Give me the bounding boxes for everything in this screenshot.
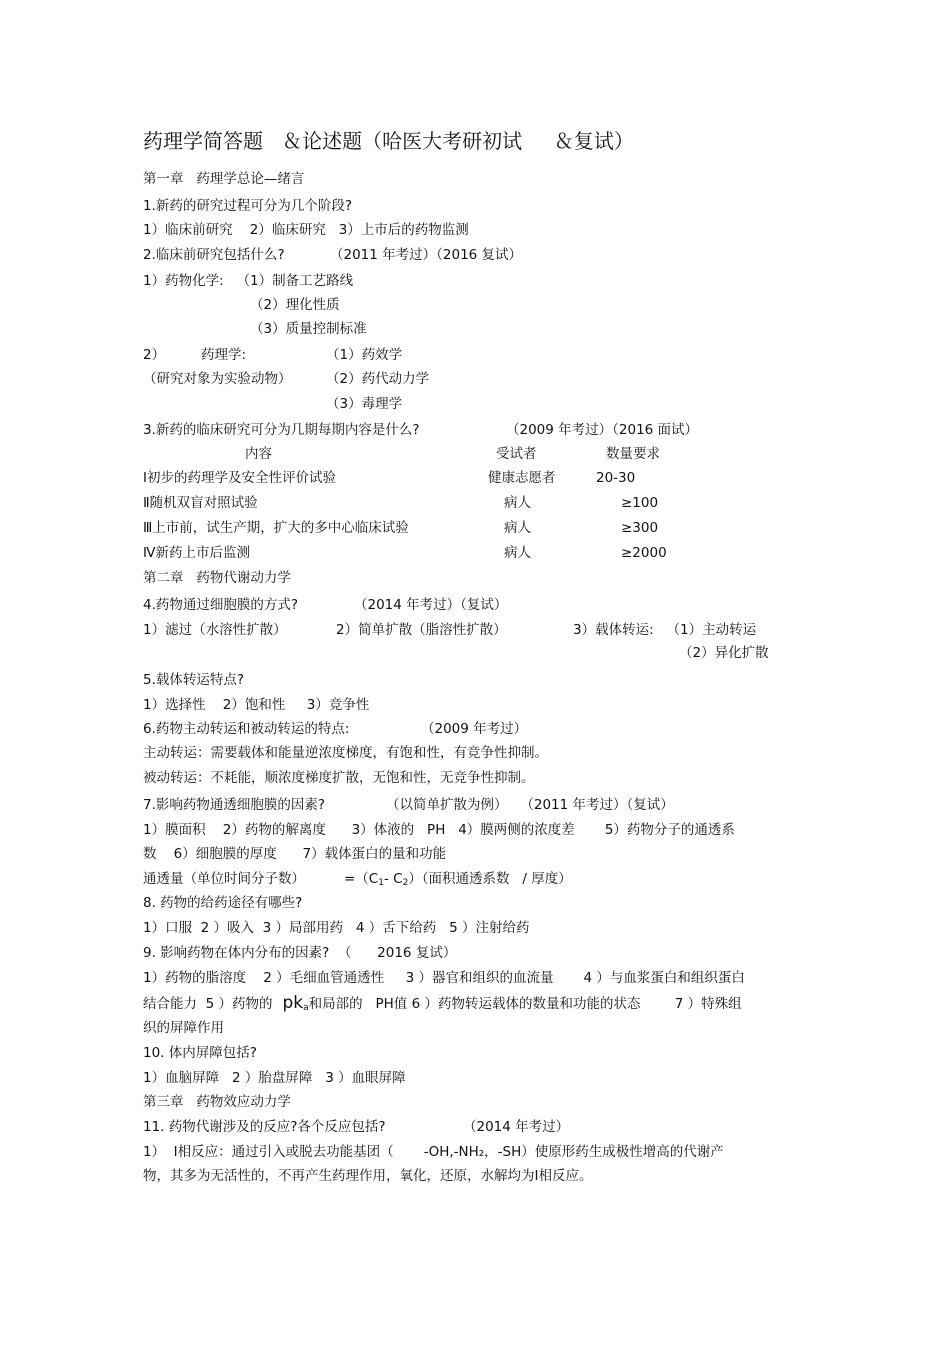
answer-11-line-1: 1） Ⅰ相反应：通过引入或脱去功能基团（ -OH,-NH₂，-SH）使原形药生成极性增高的代谢产 <box>143 1144 724 1160</box>
pka-symbol: pk <box>282 993 304 1013</box>
answer-5: 1）选择性 2）饱和性 3）竞争性 <box>143 697 370 713</box>
question-3-tag: （2009 年考过）（2016 面试） <box>506 422 699 438</box>
answer-2-line-6: （3）毒理学 <box>326 396 403 412</box>
answer-2-line-4b: 药理学: <box>201 347 247 363</box>
answer-2-line-4a: 2） <box>143 347 166 363</box>
table-row-3-quantity: ≥300 <box>621 520 659 536</box>
question-2-tag: （2011 年考过）（2016 复试） <box>330 247 523 263</box>
table-row-3-content: Ⅲ上市前，试生产期，扩大的多中心临床试验 <box>143 520 409 536</box>
answer-9-line-2a: 结合能力 5 ）药物的 <box>143 996 273 1012</box>
question-7-tag: （以简单扩散为例） （2011 年考过）（复试） <box>386 797 674 813</box>
chapter-2-heading: 第二章 药物代谢动力学 <box>143 570 291 586</box>
question-6: 6.药物主动转运和被动转运的特点: <box>143 721 350 737</box>
table-row-4-subjects: 病人 <box>504 545 531 561</box>
question-6-tag: （2009 年考过） <box>421 721 528 737</box>
question-3: 3.新药的临床研究可分为几期每期内容是什么? <box>143 422 420 438</box>
chapter-3-heading: 第三章 药物效应动力学 <box>143 1094 291 1110</box>
table-row-2-subjects: 病人 <box>504 495 531 511</box>
table-row-4-content: Ⅳ新药上市后监测 <box>143 545 250 561</box>
answer-9-line-3: 织的屏障作用 <box>143 1020 224 1036</box>
question-7: 7.影响药物通透细胞膜的因素? <box>143 797 326 813</box>
chapter-1-heading: 第一章 药理学总论—绪言 <box>143 171 305 187</box>
question-2: 2.临床前研究包括什么? <box>143 247 285 263</box>
answer-9-line-2c: 和局部的 PH值 6 ）药物转运载体的数量和功能的状态 7 ）特殊组 <box>308 996 742 1012</box>
formula-subscript-1: 1 <box>378 878 384 888</box>
pka-subscript: a <box>303 1003 309 1013</box>
formula-part-c: ）（面积通透系数 / 厚度） <box>408 871 572 887</box>
question-10: 10. 体内屏障包括? <box>143 1045 257 1061</box>
question-11: 11. 药物代谢涉及的反应?各个反应包括? <box>143 1119 386 1135</box>
table-row-1-subjects: 健康志愿者 <box>488 470 556 486</box>
table-row-2-content: Ⅱ随机双盲对照试验 <box>143 495 258 511</box>
question-1: 1.新药的研究过程可分为几个阶段? <box>143 198 353 214</box>
table-row-1-quantity: 20-30 <box>596 470 636 486</box>
answer-1: 1）临床前研究 2）临床研究 3）上市后的药物监测 <box>143 222 469 238</box>
question-11-tag: （2014 年考过） <box>463 1119 570 1135</box>
answer-4-part-4: （2）异化扩散 <box>679 645 769 661</box>
table-header-content: 内容 <box>245 446 272 462</box>
answer-4-part-3: 3）载体转运: （1）主动转运 <box>573 622 757 638</box>
answer-11-line-2: 物，其多为无活性的，不再产生药理作用，氧化，还原，水解均为Ⅰ相反应。 <box>143 1168 593 1184</box>
answer-2-line-4c: （1）药效学 <box>326 347 403 363</box>
question-5: 5.载体转运特点? <box>143 672 245 688</box>
answer-4-part-1: 1）滤过（水溶性扩散） <box>143 622 287 638</box>
answer-4-part-2: 2）简单扩散（脂溶性扩散） <box>336 622 507 638</box>
formula-part-b: - C <box>383 871 403 887</box>
answer-2-line-1: 1）药物化学: （1）制备工艺路线 <box>143 273 354 289</box>
table-row-1-content: Ⅰ初步的药理学及安全性评价试验 <box>143 470 336 486</box>
table-row-3-subjects: 病人 <box>504 520 531 536</box>
question-8: 8. 药物的给药途径有哪些? <box>143 895 303 911</box>
table-header-quantity: 数量要求 <box>606 446 660 462</box>
answer-2-line-5a: （研究对象为实验动物） <box>143 371 292 387</box>
question-4-tag: （2014 年考过）（复试） <box>354 597 508 613</box>
formula-label: 通透量（单位时间分子数） <box>143 871 305 887</box>
answer-7-line-2: 数 6）细胞膜的厚度 7）载体蛋白的量和功能 <box>143 846 447 862</box>
answer-2-line-5b: （2）药代动力学 <box>326 371 430 387</box>
document-title: 药理学简答题 ＆论述题（哈医大考研初试 ＆复试） <box>143 129 634 153</box>
answer-2-line-2: （2）理化性质 <box>250 297 340 313</box>
answer-6-line-1: 主动转运：需要载体和能量逆浓度梯度，有饱和性，有竞争性抑制。 <box>143 745 548 761</box>
table-header-subjects: 受试者 <box>496 446 537 462</box>
answer-6-line-2: 被动转运：不耗能，顺浓度梯度扩散，无饱和性，无竞争性抑制。 <box>143 770 535 786</box>
question-4: 4.药物通过细胞膜的方式? <box>143 597 299 613</box>
formula-subscript-2: 2 <box>402 878 409 888</box>
table-row-2-quantity: ≥100 <box>621 495 659 511</box>
formula-part-a: =（C <box>344 871 379 887</box>
answer-9-line-2 <box>143 994 742 1017</box>
answer-2-line-3: （3）质量控制标准 <box>250 321 367 337</box>
formula-expression <box>344 870 572 892</box>
answer-9-line-1: 1）药物的脂溶度 2 ）毛细血管通透性 3 ）器官和组织的血流量 4 ）与血浆蛋白和组织蛋白 <box>143 970 745 986</box>
table-row-4-quantity: ≥2000 <box>621 545 667 561</box>
question-9: 9. 影响药物在体内分布的因素? （ 2016 复试） <box>143 945 457 961</box>
answer-7-line-1: 1）膜面积 2）药物的解离度 3）体液的 PH 4）膜两侧的浓度差 5）药物分子的通透系 <box>143 822 735 838</box>
answer-10: 1）血脑屏障 2 ）胎盘屏障 3 ）血眼屏障 <box>143 1070 406 1086</box>
answer-8: 1）口服 2 ）吸入 3 ）局部用药 4 ）舌下给药 5 ）注射给药 <box>143 920 530 936</box>
